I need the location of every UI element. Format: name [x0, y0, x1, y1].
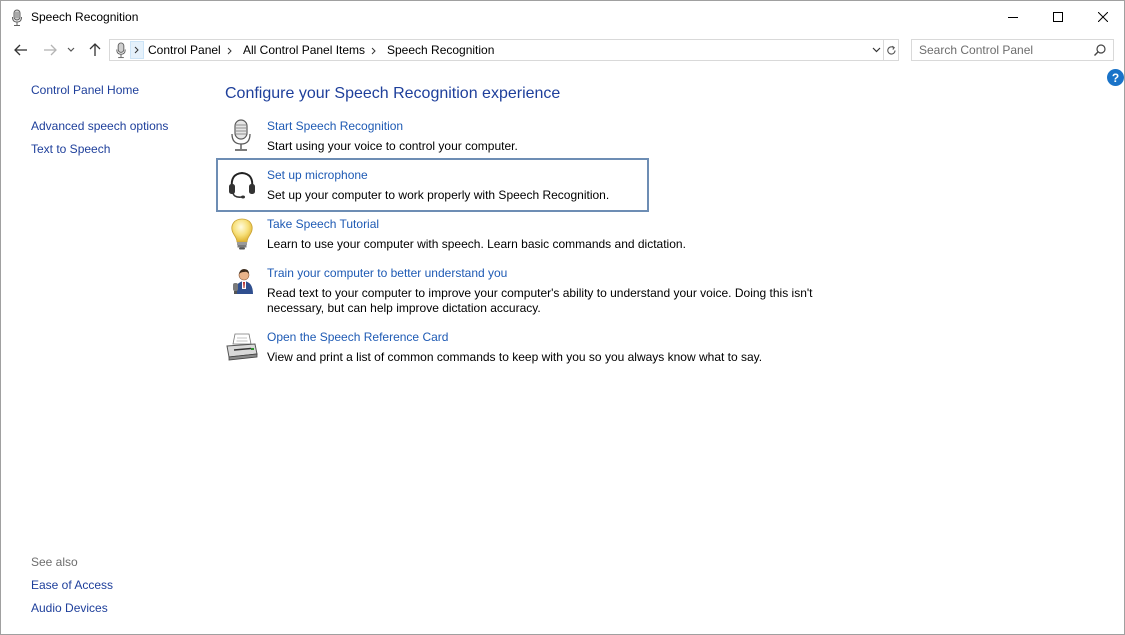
minimize-button[interactable] [990, 1, 1036, 33]
user-train-icon [225, 266, 259, 300]
sidebar-item-text-to-speech[interactable]: Text to Speech [31, 142, 111, 156]
forward-button[interactable] [39, 40, 61, 60]
maximize-icon [1053, 12, 1063, 22]
arrow-left-icon [14, 44, 28, 56]
title-bar [1, 1, 1124, 34]
navigation-bar [1, 34, 1124, 66]
page-title: Configure your Speech Recognition experience [225, 85, 561, 102]
address-dropdown-button[interactable] [869, 43, 883, 57]
headset-icon [225, 168, 259, 202]
breadcrumb-control-panel[interactable]: Control Panel [148, 43, 221, 57]
sidebar-item-advanced-speech-options[interactable]: Advanced speech options [31, 119, 169, 133]
breadcrumb-separator[interactable] [225, 44, 235, 58]
recent-locations-button[interactable] [64, 40, 78, 60]
see-also-audio-devices[interactable]: Audio Devices [31, 601, 108, 615]
chevron-down-icon [872, 47, 881, 53]
close-button[interactable] [1080, 1, 1125, 33]
task-description: View and print a list of common commands to keep with you so you always know what to say. [267, 350, 763, 364]
close-icon [1098, 12, 1108, 22]
back-button[interactable] [10, 40, 32, 60]
arrow-right-icon [43, 44, 57, 56]
help-button[interactable]: ? [1107, 69, 1124, 86]
chevron-right-icon [134, 46, 140, 54]
speech-reference-card-link[interactable]: Open the Speech Reference Card [267, 330, 449, 344]
see-also-ease-of-access[interactable]: Ease of Access [31, 578, 114, 592]
up-button[interactable] [84, 40, 106, 60]
minimize-icon [1008, 12, 1018, 22]
breadcrumb-all-items[interactable]: All Control Panel Items [243, 43, 366, 57]
search-input[interactable] [912, 40, 1092, 60]
train-computer-link[interactable]: Train your computer to better understand you [267, 266, 508, 280]
breadcrumb-speech-recognition[interactable]: Speech Recognition [387, 43, 495, 57]
printer-icon [225, 330, 259, 364]
maximize-button[interactable] [1035, 1, 1081, 33]
microphone-icon [114, 42, 128, 59]
search-box[interactable] [911, 39, 1114, 61]
see-also-label: See also [31, 555, 78, 569]
sidebar-item-control-panel-home[interactable]: Control Panel Home [31, 83, 140, 97]
breadcrumb-separator[interactable] [369, 44, 379, 58]
refresh-button[interactable] [883, 40, 899, 60]
address-bar[interactable] [109, 39, 899, 61]
task-description: Set up your computer to work properly with Speech Recognition. [267, 188, 610, 202]
take-speech-tutorial-link[interactable]: Take Speech Tutorial [267, 217, 380, 231]
task-description: Start using your voice to control your computer. [267, 139, 518, 153]
search-icon[interactable] [1093, 43, 1107, 57]
window-title: Speech Recognition [31, 10, 139, 24]
microphone-icon [10, 9, 24, 27]
task-description: Read text to your computer to improve your computer's ability to understand your voice. Doing this isn't necessary, but can help improve dictation accuracy. [267, 286, 813, 315]
set-up-microphone-link[interactable]: Set up microphone [267, 168, 368, 182]
lightbulb-icon [225, 217, 259, 251]
keyboard-focus-rectangle [216, 158, 649, 212]
arrow-up-icon [89, 43, 101, 57]
task-description: Learn to use your computer with speech. Learn basic commands and dictation. [267, 237, 686, 251]
chevron-down-icon [67, 47, 75, 53]
microphone-icon [225, 119, 259, 153]
chevron-right-icon [227, 47, 233, 55]
chevron-right-icon [371, 47, 377, 55]
refresh-icon [886, 45, 897, 56]
start-speech-recognition-link[interactable]: Start Speech Recognition [267, 119, 404, 133]
breadcrumb-root-chevron[interactable] [130, 41, 144, 59]
